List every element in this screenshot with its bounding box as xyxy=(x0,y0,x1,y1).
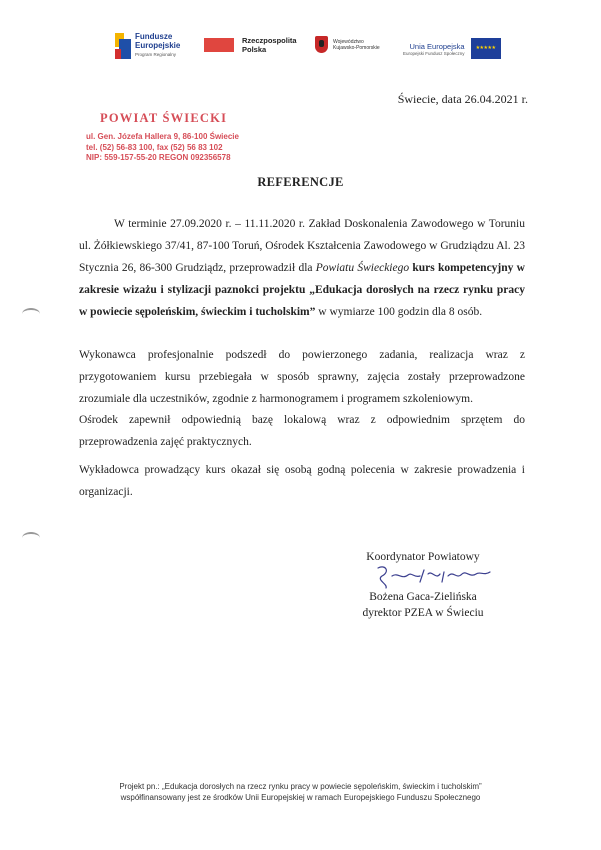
paragraph-1-bold: kurs kompetencyjny w zakresie wizażu i stylizacji paznokci projektu „Edukacja dorosłych na rzecz rynku pracy w powiecie sępoleńskim, świeckim i tucholskim” xyxy=(79,262,525,318)
document-date: Świecie, data 26.04.2021 r. xyxy=(397,92,528,106)
punch-hole-mark xyxy=(22,532,40,544)
paragraph-2: Wykonawca profesjonalnie podszedł do powierzonego zadania, realizacja wraz z przygotowaniem kursu przebiegała w sposób sprawny, zajęcia zostały przeprowadzone zrozumiale dla uczestników, zgodnie z harmonogramem i programem szkoleniowym. xyxy=(79,349,525,405)
eu-flag-icon: ★★★★★ xyxy=(471,38,501,59)
signature-role: Koordynator Powiatowy xyxy=(366,551,480,563)
wkp-logo-line2: Kujawsko-Pomorskie xyxy=(333,44,380,51)
fe-logo-line3: Program Regionalny xyxy=(135,52,177,57)
fundusze-europejskie-logo xyxy=(115,32,180,59)
paragraph-4: Wykładowca prowadzący kurs okazał się osobą godną polecenia w zakresie prowadzenia i organizacji. xyxy=(79,464,525,498)
document-heading: REFERENCJE xyxy=(257,175,344,189)
rzeczpospolita-polska-logo xyxy=(204,36,297,54)
signatory-position: dyrektor PZEA w Świeciu xyxy=(362,607,484,619)
fe-logo-line1: Fundusze xyxy=(135,32,173,41)
powiat-stamp xyxy=(86,111,239,164)
unia-europejska-logo xyxy=(403,38,501,59)
wojewodztwo-logo xyxy=(315,36,380,53)
paragraph-1-italic: Powiatu Świeckiego xyxy=(315,262,410,274)
paragraph-1-text: W terminie 27.09.2020 r. – 11.11.2020 r. Zakład Doskonalenia Zawodowego w Toruniu ul. Żółkiewskiego 37/41, 87-100 Toruń, Ośrodek Kształcenia Zawodowego w Grudziądzu Al. 23 Stycznia 26, 86-300 Grudziądz, przeprowadził dla xyxy=(79,218,525,274)
fe-logo-line2: Europejskie xyxy=(135,41,181,50)
project-footer xyxy=(0,781,601,803)
stamp-title: POWIAT ŚWIECKI xyxy=(100,111,228,125)
stamp-address: ul. Gen. Józefa Hallera 9, 86-100 Świecie xyxy=(86,132,239,141)
signatory-name: Bożena Gaca-Zielińska xyxy=(369,591,477,603)
rp-logo-line1: Rzeczpospolita xyxy=(242,36,297,45)
wkp-logo-line1: Województwo xyxy=(333,38,364,45)
punch-hole-mark xyxy=(22,308,40,320)
voivodeship-crest-icon xyxy=(315,36,328,53)
rp-logo-line2: Polska xyxy=(242,45,267,54)
footer-line-1: Projekt pn.: „Edukacja dorosłych na rzecz rynku pracy w powiecie sępoleńskim, świeckim i tucholskim” xyxy=(119,782,482,791)
fundusze-europejskie-mark-icon xyxy=(115,33,131,59)
ue-logo-line2: Europejski Fundusz Społeczny xyxy=(403,50,465,56)
paragraph-1 xyxy=(79,213,525,323)
paragraph-1-end: w wymiarze 100 godzin dla 8 osób. xyxy=(315,306,483,318)
stamp-nip: NIP: 559-157-55-20 REGON 092356578 xyxy=(86,153,231,162)
footer-line-2: współfinansowany jest ze środków Unii Europejskiej w ramach Europejskiego Funduszu Społecznego xyxy=(120,793,481,802)
ue-logo-line1: Unia Europejska xyxy=(409,41,465,51)
polish-flag-icon xyxy=(204,38,234,52)
handwritten-signature xyxy=(368,562,498,590)
stamp-phone: tel. (52) 56-83 100, fax (52) 56 83 102 xyxy=(86,142,223,152)
paragraph-3: Ośrodek zapewnił odpowiednią bazę lokalową wraz z odpowiednim sprzętem do przeprowadzenia zajęć praktycznych. xyxy=(79,414,525,448)
